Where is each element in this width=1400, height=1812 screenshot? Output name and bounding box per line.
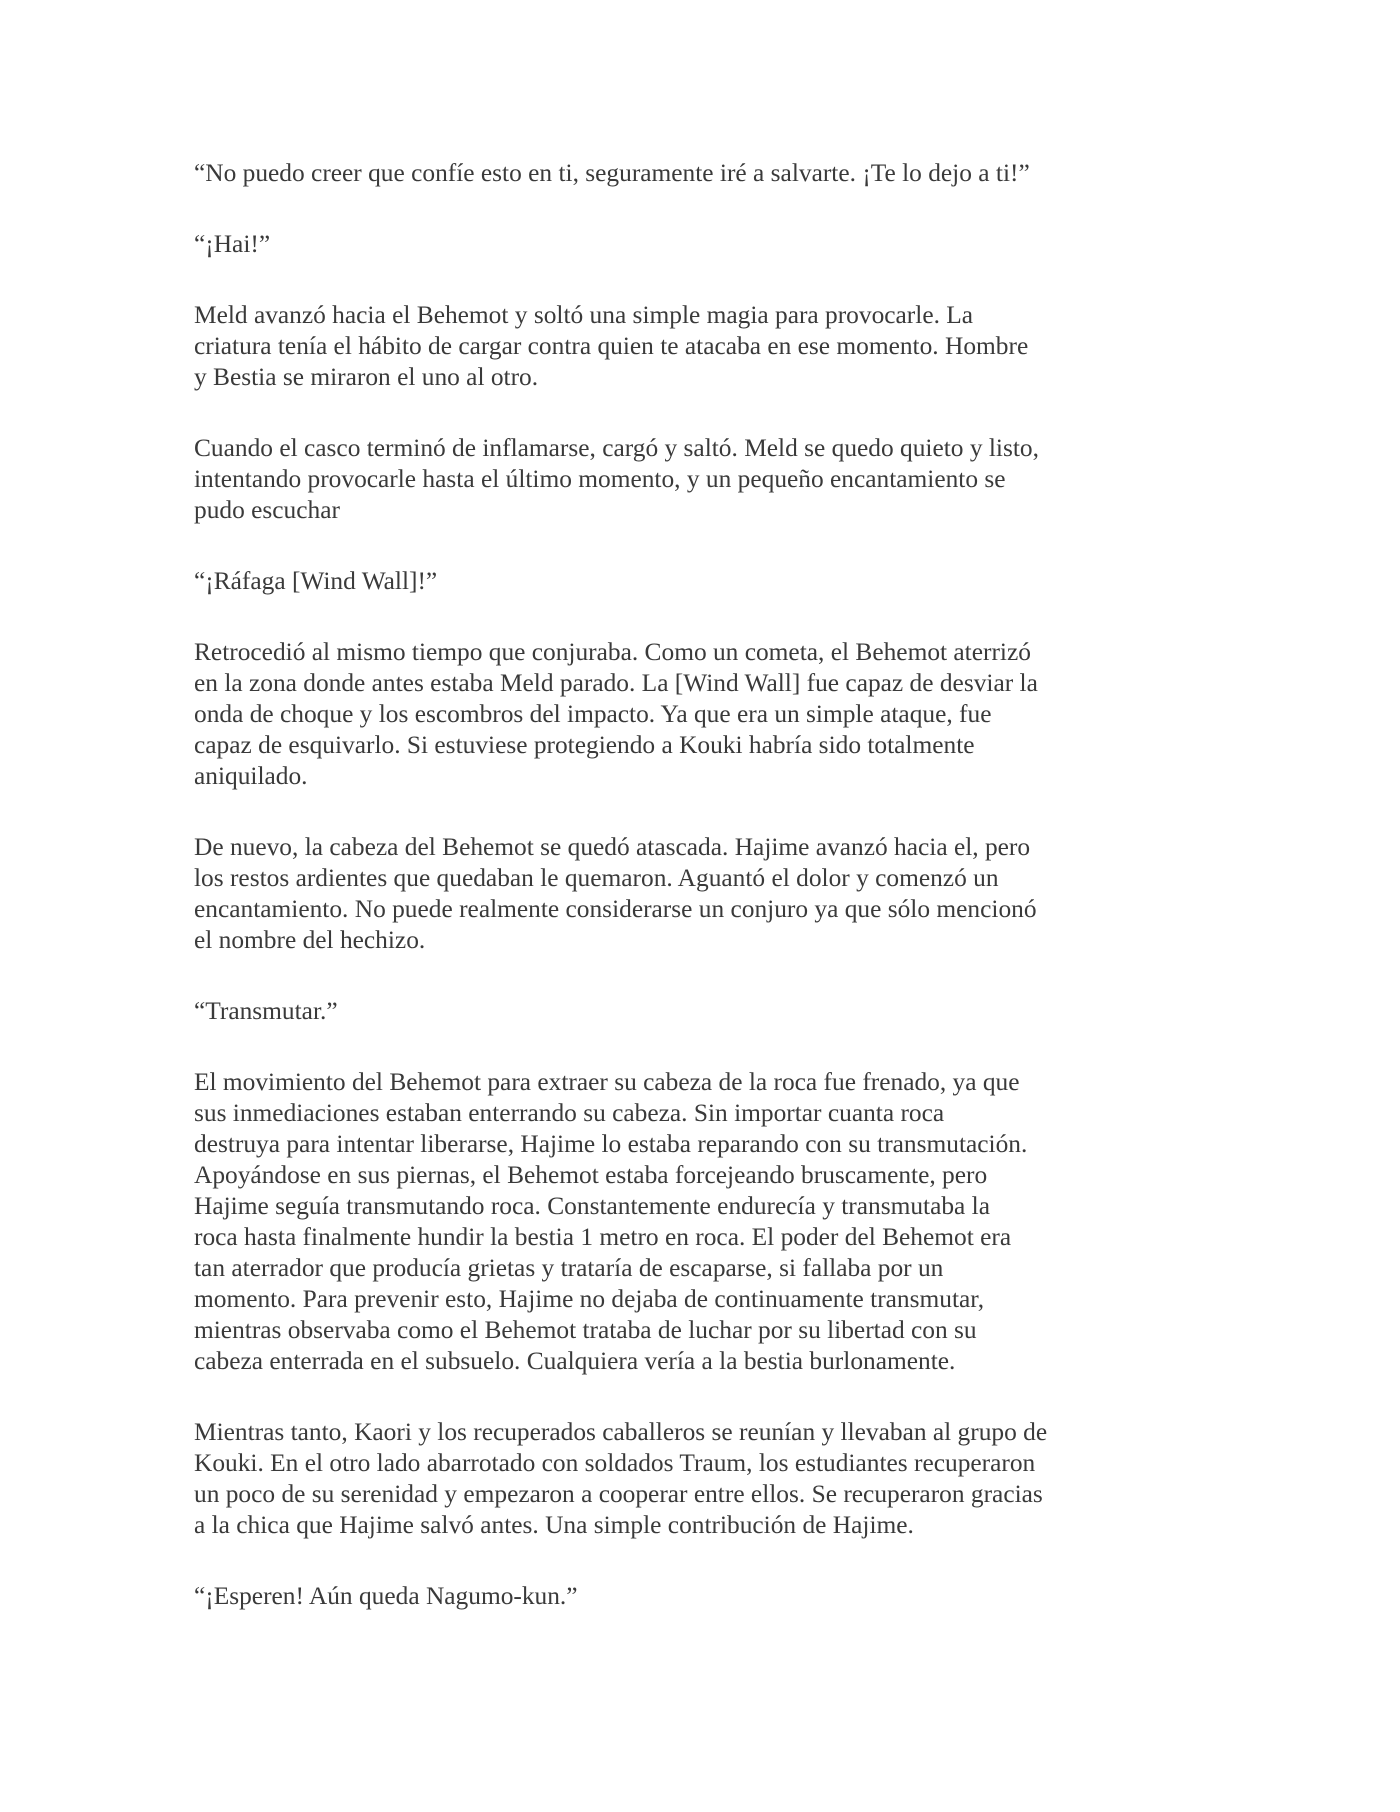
document-page: [194, 158, 1220, 1652]
text-line: cabeza enterrada en el subsuelo. Cualquiera vería a la bestia burlonamente.: [194, 1347, 956, 1375]
text-line: Apoyándose en sus piernas, el Behemot estaba forcejeando bruscamente, pero: [194, 1161, 988, 1189]
text-line: destruya para intentar liberarse, Hajime lo estaba reparando con su transmutación.: [194, 1130, 1028, 1158]
paragraph: [194, 996, 1220, 1027]
paragraph: [194, 1581, 1220, 1612]
text-line: encantamiento. No puede realmente considerarse un conjuro ya que sólo mencionó: [194, 895, 1037, 923]
text-line: Meld avanzó hacia el Behemot y soltó una simple magia para provocarle. La: [194, 301, 974, 329]
text-line: momento. Para prevenir esto, Hajime no dejaba de continuamente transmutar,: [194, 1285, 985, 1313]
text-line: Cuando el casco terminó de inflamarse, cargó y saltó. Meld se quedo quieto y listo,: [194, 434, 1039, 462]
text-line: el nombre del hechizo.: [194, 926, 426, 954]
text-line: y Bestia se miraron el uno al otro.: [194, 363, 539, 391]
text-line: “¡Esperen! Aún queda Nagumo-kun.”: [194, 1582, 578, 1610]
paragraph: [194, 158, 1220, 189]
text-line: De nuevo, la cabeza del Behemot se quedó atascada. Hajime avanzó hacia el, pero: [194, 833, 1031, 861]
text-line: criatura tenía el hábito de cargar contra quien te atacaba en ese momento. Hombre: [194, 332, 1029, 360]
text-line: los restos ardientes que quedaban le quemaron. Aguantó el dolor y comenzó un: [194, 864, 999, 892]
text-line: Mientras tanto, Kaori y los recuperados caballeros se reunían y llevaban al grupo de: [194, 1418, 1048, 1446]
text-line: “Transmutar.”: [194, 997, 338, 1025]
text-line: tan aterrador que producía grietas y trataría de escaparse, si fallaba por un: [194, 1254, 944, 1282]
text-line: aniquilado.: [194, 762, 308, 790]
text-line: “¡Ráfaga [Wind Wall]!”: [194, 567, 438, 595]
text-line: mientras observaba como el Behemot trataba de luchar por su libertad con su: [194, 1316, 977, 1344]
text-line: Kouki. En el otro lado abarrotado con soldados Traum, los estudiantes recuperaron: [194, 1449, 1036, 1477]
text-line: sus inmediaciones estaban enterrando su cabeza. Sin importar cuanta roca: [194, 1099, 945, 1127]
paragraph: [194, 637, 1220, 792]
paragraph: [194, 566, 1220, 597]
text-line: pudo escuchar: [194, 496, 340, 524]
paragraph: [194, 229, 1220, 260]
paragraph: [194, 832, 1220, 956]
text-line: Retrocedió al mismo tiempo que conjuraba. Como un cometa, el Behemot aterrizó: [194, 638, 1031, 666]
text-line: onda de choque y los escombros del impacto. Ya que era un simple ataque, fue: [194, 700, 992, 728]
paragraph: [194, 300, 1220, 393]
text-line: El movimiento del Behemot para extraer su cabeza de la roca fue frenado, ya que: [194, 1068, 1020, 1096]
text-line: un poco de su serenidad y empezaron a cooperar entre ellos. Se recuperaron gracias: [194, 1480, 1043, 1508]
text-line: en la zona donde antes estaba Meld parado. La [Wind Wall] fue capaz de desviar la: [194, 669, 1038, 697]
text-line: Hajime seguía transmutando roca. Constantemente endurecía y transmutaba la: [194, 1192, 990, 1220]
text-line: a la chica que Hajime salvó antes. Una simple contribución de Hajime.: [194, 1511, 914, 1539]
text-line: intentando provocarle hasta el último momento, y un pequeño encantamiento se: [194, 465, 1006, 493]
text-line: capaz de esquivarlo. Si estuviese protegiendo a Kouki habría sido totalmente: [194, 731, 975, 759]
paragraph: [194, 1417, 1220, 1541]
text-line: roca hasta finalmente hundir la bestia 1 metro en roca. El poder del Behemot era: [194, 1223, 1012, 1251]
paragraph: [194, 433, 1220, 526]
text-line: “No puedo creer que confíe esto en ti, seguramente iré a salvarte. ¡Te lo dejo a ti!”: [194, 159, 1030, 187]
text-line: “¡Hai!”: [194, 230, 271, 258]
paragraph: [194, 1067, 1220, 1377]
